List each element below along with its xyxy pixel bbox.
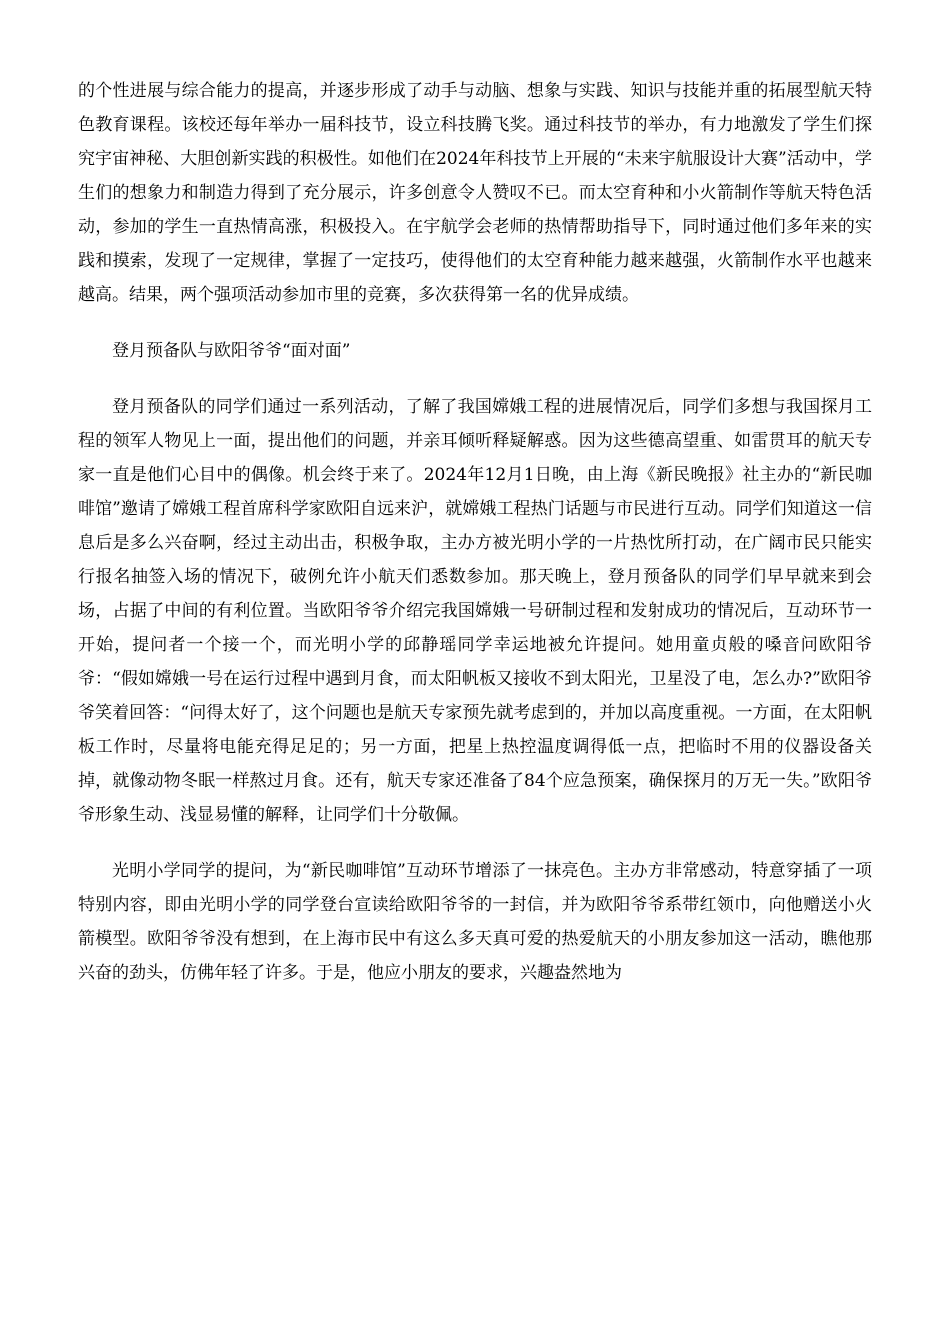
paragraph-meeting: 登月预备队的同学们通过一系列活动，了解了我国嫦娥工程的进展情况后，同学们多想与我国探月工程的领军人物见上一面，提出他们的问题，并亲耳倾听释疑解惑。因为这些德高望重、如雷贯耳的航天专家一直是他们心目中的偶像。机会终于来了。2024年12月1日晚，由上海《新民晚报》社主办的“新民咖啡馆”邀请了嫦娥工程首席科学家欧阳自远来沪，就嫦娥工程热门话题与市民进行互动。同学们知道这一信息后是多么兴奋啊，经过主动出击，积极争取，主办方被光明小学的一片热忱所打动，在广阔市民只能实行报名抽签入场的情况下，破例允许小航天们悉数参加。那天晚上，登月预备队的同学们早早就来到会场，占据了中间的有利位置。当欧阳爷爷介绍完我国嫦娥一号研制过程和发射成功的情况后，互动环节一开始，提问者一个接一个，而光明小学的邱静瑶同学幸运地被允许提问。她用童贞般的嗓音问欧阳爷爷：“假如嫦娥一号在运行过程中遇到月食，而太阳帆板又接收不到太阳光，卫星没了电，怎么办?”欧阳爷爷笑着回答：“问得太好了，这个问题也是航天专家预先就考虑到的，并加以高度重视。一方面，在太阳帆板工作时，尽量将电能充得足足的；另一方面，把星上热控温度调得低一点，把临时不用的仪器设备关掉，就像动物冬眠一样熬过月食。还有，航天专家还准备了84个应急预案，确保探月的万无一失。”欧阳爷爷形象生动、浅显易懂的解释，让同学们十分敬佩。 [78,397,872,825]
paragraph-highlight: 光明小学同学的提问，为“新民咖啡馆”互动环节增添了一抹亮色。主办方非常感动，特意穿插了一项特别内容，即由光明小学的同学登台宣读给欧阳爷爷的一封信，并为欧阳爷爷系带红领巾，向他赠送小火箭模型。欧阳爷爷没有想到，在上海市民中有这么多天真可爱的热爱航天的小朋友参加这一活动，瞧他那兴奋的劲头，仿佛年轻了许多。于是，他应小朋友的要求，兴趣盎然地为 [78,861,872,983]
document-body [78,74,872,1012]
section-heading: 登月预备队与欧阳爷爷“面对面” [112,341,351,361]
paragraph-intro-continued: 的个性进展与综合能力的提高，并逐步形成了动手与动脑、想象与实践、知识与技能并重的拓展型航天特色教育课程。该校还每年举办一届科技节，设立科技腾飞奖。通过科技节的举办，有力地激发了学生们探究宇宙神秘、大胆创新实践的积极性。如他们在2024年科技节上开展的“未来宇航服设计大赛”活动中，学生们的想象力和制造力得到了充分展示，许多创意令人赞叹不已。而太空育种和小火箭制作等航天特色活动，参加的学生一直热情高涨，积极投入。在宇航学会老师的热情帮助指导下，同时通过他们多年来的实践和摸索，发现了一定规律，掌握了一定技巧，使得他们的太空育种能力越来越强，火箭制作水平也越来越高。结果，两个强项活动参加市里的竞赛，多次获得第一名的优异成绩。 [78,81,872,305]
